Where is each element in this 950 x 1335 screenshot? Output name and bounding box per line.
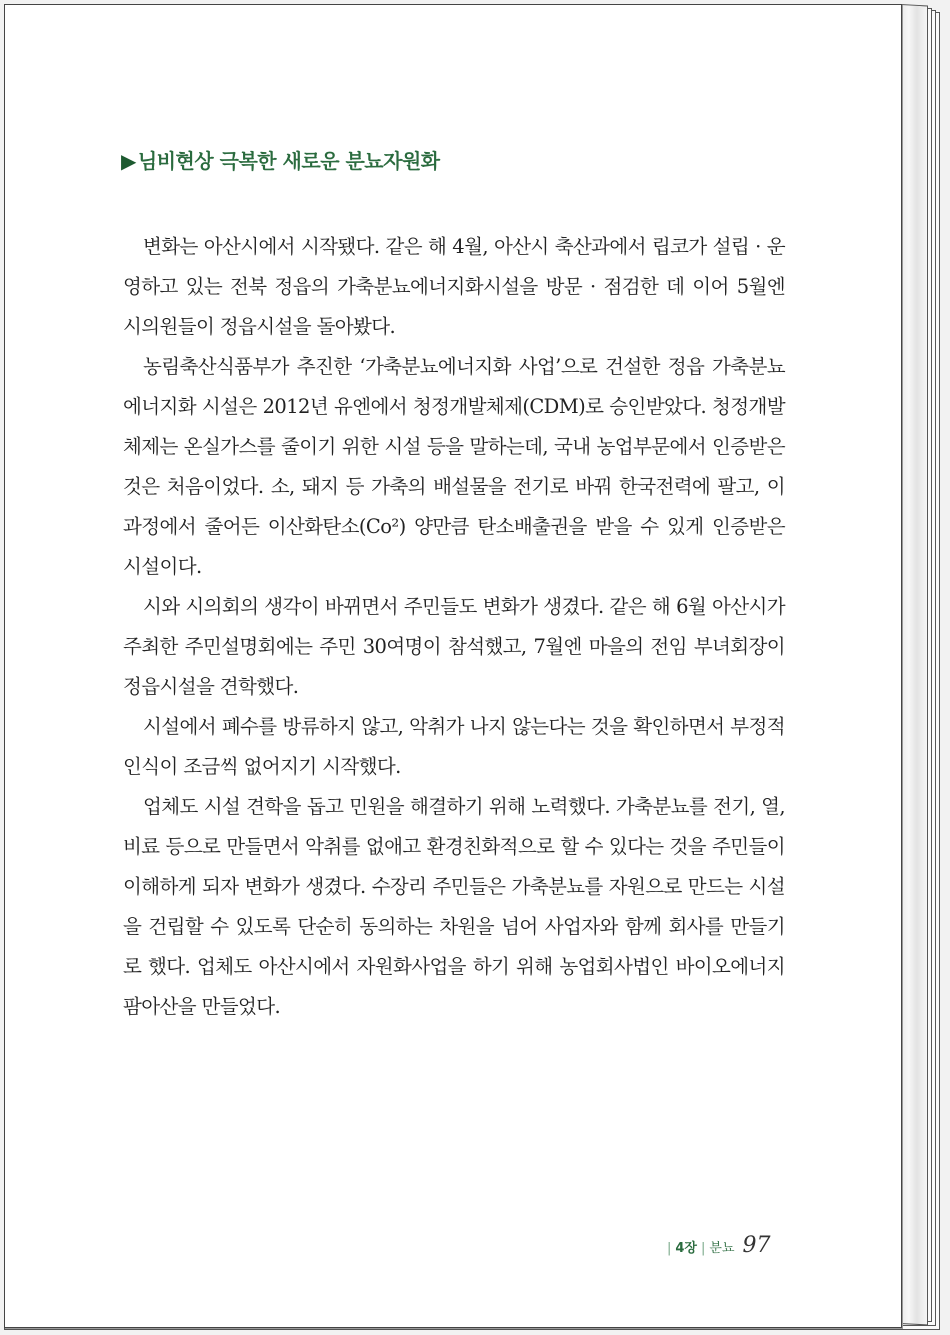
paragraph: 변화는 아산시에서 시작됐다. 같은 해 4월, 아산시 축산과에서 립코가 설립 · 운영하고 있는 전북 정읍의 가축분뇨에너지화시설을 방문 · 점검한 데 이어 5월엔 시의원들이 정읍시설을 돌아봤다. (123, 235, 785, 338)
page-footer (663, 1233, 771, 1258)
book-spine (900, 4, 928, 1325)
chapter-label: 4장 (675, 1241, 697, 1256)
triangle-marker-icon: ▶ (121, 149, 136, 173)
section-label: 분뇨 (709, 1241, 735, 1256)
section-heading-text: 님비현상 극복한 새로운 분뇨자원화 (137, 149, 440, 173)
footer-divider: | (667, 1241, 672, 1256)
page-number: 97 (742, 1233, 771, 1258)
book (4, 4, 946, 1332)
paragraph: 시설에서 폐수를 방류하지 않고, 악취가 나지 않는다는 것을 확인하면서 부정적 인식이 조금씩 없어지기 시작했다. (123, 715, 785, 778)
paragraph: 시와 시의회의 생각이 바뀌면서 주민들도 변화가 생겼다. 같은 해 6월 아산시가 주최한 주민설명회에는 주민 30여명이 참석했고, 7월엔 마을의 전임 부녀회장이 정읍시설을 견학했다. (123, 595, 785, 698)
paragraph: 농림축산식품부가 추진한 ‘가축분뇨에너지화 사업’으로 건설한 정읍 가축분뇨에너지화 시설은 2012년 유엔에서 청정개발체제(CDM)로 승인받았다. 청정개발체제는 온실가스를 줄이기 위한 시설 등을 말하는데, 국내 농업부문에서 인증받은 것은 처음이었다. 소, 돼지 등 가축의 배설물을 전기로 바꿔 한국전력에 팔고, 이 과정에서 줄어든 이산화탄소(Co²) 양만큼 탄소배출권을 받을 수 있게 인증받은 시설이다. (123, 355, 785, 578)
footer-divider: | (701, 1241, 706, 1256)
body-text (123, 227, 785, 1027)
section-heading (121, 145, 440, 174)
book-page (4, 4, 902, 1328)
paragraph: 업체도 시설 견학을 돕고 민원을 해결하기 위해 노력했다. 가축분뇨를 전기, 열, 비료 등으로 만들면서 악취를 없애고 환경친화적으로 할 수 있다는 것을 주민들이 이해하게 되자 변화가 생겼다. 수장리 주민들은 가축분뇨를 자원으로 만드는 시설을 건립할 수 있도록 단순히 동의하는 차원을 넘어 사업자와 함께 회사를 만들기로 했다. 업체도 아산시에서 자원화사업을 하기 위해 농업회사법인 바이오에너지팜아산을 만들었다. (123, 795, 785, 1018)
